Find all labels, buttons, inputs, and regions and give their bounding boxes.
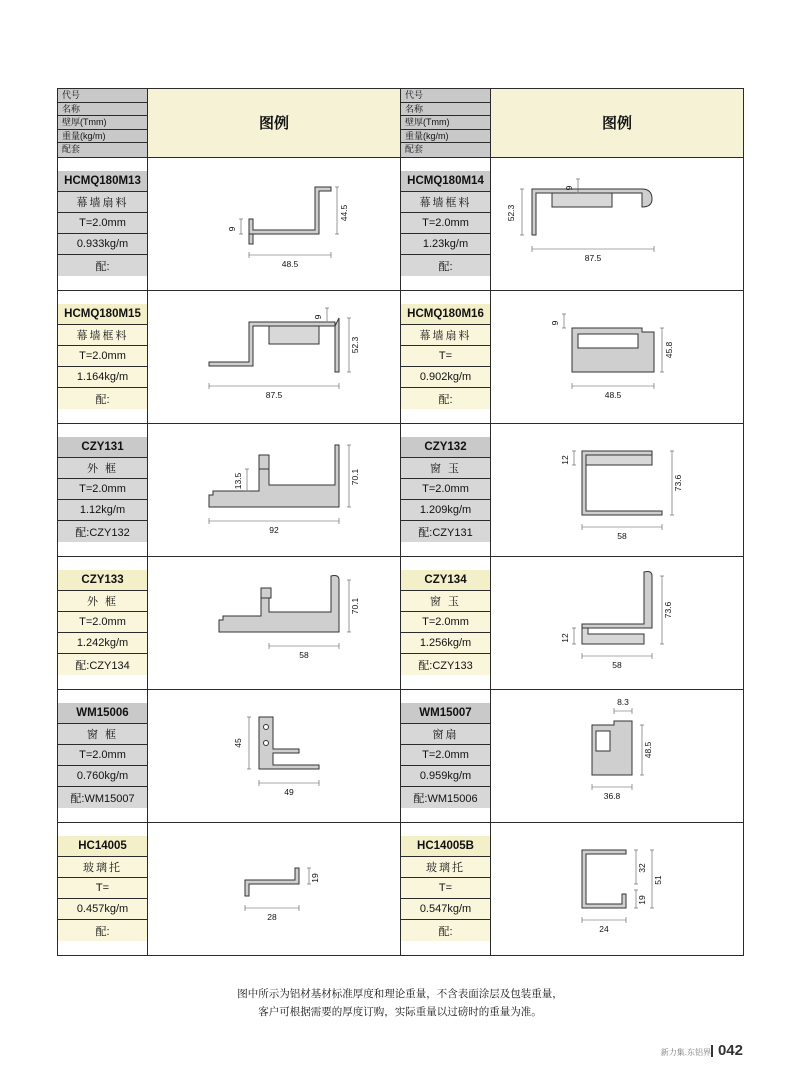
dim-label: 49 bbox=[284, 786, 294, 797]
spec-cell bbox=[58, 290, 148, 423]
profile-weight: 0.933kg/m bbox=[58, 234, 147, 255]
profile-name: 窗 框 bbox=[58, 724, 147, 745]
profile-figure bbox=[148, 822, 401, 955]
dim-label: 70.1 bbox=[350, 468, 360, 485]
profile-code: HC14005B bbox=[401, 836, 490, 857]
profile-name: 幕墙框料 bbox=[58, 325, 147, 346]
profile-weight: 1.23kg/m bbox=[401, 234, 490, 255]
header-label-right bbox=[401, 89, 491, 158]
dim-label: 92 bbox=[269, 524, 279, 535]
dim-label: 52.3 bbox=[350, 336, 360, 353]
table-row bbox=[58, 423, 744, 556]
table-row bbox=[58, 689, 744, 822]
header-thickness: 壁厚(Tmm) bbox=[58, 116, 147, 130]
header-name: 名称 bbox=[401, 103, 490, 117]
spec-cell bbox=[401, 556, 491, 689]
profile-name: 玻璃托 bbox=[401, 857, 490, 878]
dim-label: 52.3 bbox=[506, 204, 516, 221]
spec-cell bbox=[401, 290, 491, 423]
dim-label: 70.1 bbox=[350, 597, 360, 614]
profile-name: 窗扇 bbox=[401, 724, 490, 745]
header-match: 配套 bbox=[401, 143, 490, 157]
profile-figure bbox=[148, 157, 401, 290]
header-code: 代号 bbox=[58, 89, 147, 103]
profile-figure bbox=[148, 556, 401, 689]
spec-cell bbox=[58, 822, 148, 955]
profile-thickness: T=2.0mm bbox=[58, 479, 147, 500]
profile-thickness: T=2.0mm bbox=[401, 745, 490, 766]
profile-match: 配:CZY133 bbox=[401, 654, 490, 675]
profile-name: 玻璃托 bbox=[58, 857, 147, 878]
dim-label: 58 bbox=[612, 659, 622, 670]
dim-label: 9 bbox=[550, 320, 560, 325]
dim-label: 44.5 bbox=[339, 204, 349, 221]
profile-name: 幕墙扇料 bbox=[58, 192, 147, 213]
dim-label: 12 bbox=[560, 454, 570, 465]
dim-label: 48.5 bbox=[643, 741, 653, 758]
profile-match: 配: bbox=[58, 920, 147, 941]
spec-cell bbox=[401, 157, 491, 290]
profile-match: 配:CZY134 bbox=[58, 654, 147, 675]
footer-bar bbox=[711, 1045, 713, 1057]
profile-thickness: T=2.0mm bbox=[401, 213, 490, 234]
dim-label: 58 bbox=[299, 649, 309, 660]
dim-label: 19 bbox=[310, 872, 320, 883]
dim-label: 87.5 bbox=[265, 389, 283, 400]
dim-label: 87.5 bbox=[584, 252, 602, 263]
spec-cell bbox=[58, 157, 148, 290]
profile-thickness: T=2.0mm bbox=[58, 213, 147, 234]
spec-cell bbox=[401, 423, 491, 556]
profile-weight: 1.242kg/m bbox=[58, 633, 147, 654]
profile-code: HCMQ180M13 bbox=[58, 171, 147, 192]
profile-name: 窗 玉 bbox=[401, 591, 490, 612]
spec-cell bbox=[58, 423, 148, 556]
footnote-line-1: 图中所示为铝材基材标准厚度和理论重量，不含表面涂层及包装重量， bbox=[237, 988, 563, 1000]
dim-label: 58 bbox=[617, 530, 627, 541]
table-row bbox=[58, 290, 744, 423]
profile-weight: 1.164kg/m bbox=[58, 367, 147, 388]
profile-figure bbox=[148, 689, 401, 822]
profile-figure bbox=[491, 689, 744, 822]
dim-label: 9 bbox=[227, 226, 237, 231]
profile-thickness: T=2.0mm bbox=[401, 612, 490, 633]
dim-label: 9 bbox=[564, 185, 574, 190]
profile-thickness: T= bbox=[401, 878, 490, 899]
profile-weight: 1.209kg/m bbox=[401, 500, 490, 521]
dim-label: 32 bbox=[637, 862, 647, 873]
profile-thickness: T= bbox=[58, 878, 147, 899]
dim-label: 45.8 bbox=[664, 341, 674, 358]
profile-code: CZY134 bbox=[401, 570, 490, 591]
header-figure-left: 图例 bbox=[148, 89, 401, 158]
header-label-left bbox=[58, 89, 148, 158]
dim-label: 12 bbox=[560, 632, 570, 643]
profile-figure bbox=[148, 423, 401, 556]
profile-code: HCMQ180M14 bbox=[401, 171, 490, 192]
profile-thickness: T= bbox=[401, 346, 490, 367]
profile-figure bbox=[491, 157, 744, 290]
table-row bbox=[58, 556, 744, 689]
profile-code: CZY133 bbox=[58, 570, 147, 591]
table-header-row bbox=[58, 89, 744, 158]
spec-cell bbox=[401, 822, 491, 955]
profile-match: 配:CZY132 bbox=[58, 521, 147, 542]
profile-match: 配: bbox=[401, 920, 490, 941]
profile-weight: 0.902kg/m bbox=[401, 367, 490, 388]
profile-figure bbox=[491, 556, 744, 689]
profile-weight: 1.12kg/m bbox=[58, 500, 147, 521]
dim-label: 13.5 bbox=[233, 472, 243, 489]
page-footer bbox=[661, 1042, 743, 1059]
profile-weight: 0.547kg/m bbox=[401, 899, 490, 920]
dim-label: 73.6 bbox=[673, 474, 683, 491]
profile-match: 配: bbox=[58, 388, 147, 409]
dim-label: 73.6 bbox=[663, 601, 673, 618]
profile-figure bbox=[148, 290, 401, 423]
profile-thickness: T=2.0mm bbox=[401, 479, 490, 500]
footnote bbox=[0, 985, 800, 1021]
header-weight: 重量(kg/m) bbox=[401, 130, 490, 144]
profile-code: HCMQ180M15 bbox=[58, 304, 147, 325]
profile-weight: 1.256kg/m bbox=[401, 633, 490, 654]
profile-code: HC14005 bbox=[58, 836, 147, 857]
header-match: 配套 bbox=[58, 143, 147, 157]
profile-code: CZY132 bbox=[401, 437, 490, 458]
dim-label: 19 bbox=[637, 894, 647, 905]
catalog-page bbox=[57, 88, 743, 956]
profile-weight: 0.457kg/m bbox=[58, 899, 147, 920]
profile-code: WM15006 bbox=[58, 703, 147, 724]
dim-label: 51 bbox=[653, 874, 663, 885]
dim-label: 9 bbox=[313, 314, 323, 319]
dim-label: 36.8 bbox=[603, 790, 621, 801]
profile-table bbox=[57, 88, 744, 956]
profile-match: 配:CZY131 bbox=[401, 521, 490, 542]
brand-text: 新力集.东铝界 bbox=[660, 1048, 711, 1057]
dim-label: 48.5 bbox=[281, 258, 299, 269]
header-figure-right: 图例 bbox=[491, 89, 744, 158]
dim-label: 28 bbox=[267, 911, 277, 922]
profile-figure bbox=[491, 822, 744, 955]
spec-cell bbox=[58, 556, 148, 689]
profile-name: 幕墙框料 bbox=[401, 192, 490, 213]
header-weight: 重量(kg/m) bbox=[58, 130, 147, 144]
profile-name: 外 框 bbox=[58, 591, 147, 612]
profile-match: 配:WM15007 bbox=[58, 787, 147, 808]
profile-match: 配: bbox=[401, 388, 490, 409]
profile-name: 幕墙扇料 bbox=[401, 325, 490, 346]
profile-figure bbox=[491, 290, 744, 423]
table-row bbox=[58, 822, 744, 955]
profile-thickness: T=2.0mm bbox=[58, 745, 147, 766]
profile-name: 窗 玉 bbox=[401, 458, 490, 479]
dim-label: 45 bbox=[233, 737, 243, 748]
profile-weight: 0.959kg/m bbox=[401, 766, 490, 787]
profile-code: HCMQ180M16 bbox=[401, 304, 490, 325]
profile-thickness: T=2.0mm bbox=[58, 612, 147, 633]
spec-cell bbox=[401, 689, 491, 822]
dim-label: 48.5 bbox=[604, 389, 622, 400]
profile-thickness: T=2.0mm bbox=[58, 346, 147, 367]
footnote-line-2: 客户可根据需要的厚度订购，实际重量以过磅时的重量为准。 bbox=[258, 1006, 542, 1018]
profile-code: WM15007 bbox=[401, 703, 490, 724]
profile-weight: 0.760kg/m bbox=[58, 766, 147, 787]
spec-cell bbox=[58, 689, 148, 822]
profile-match: 配: bbox=[401, 255, 490, 276]
dim-label: 24 bbox=[599, 923, 609, 934]
profile-code: CZY131 bbox=[58, 437, 147, 458]
table-row bbox=[58, 157, 744, 290]
profile-figure bbox=[491, 423, 744, 556]
profile-match: 配: bbox=[58, 255, 147, 276]
page-number: 042 bbox=[717, 1042, 743, 1059]
header-name: 名称 bbox=[58, 103, 147, 117]
header-code: 代号 bbox=[401, 89, 490, 103]
profile-match: 配:WM15006 bbox=[401, 787, 490, 808]
header-thickness: 壁厚(Tmm) bbox=[401, 116, 490, 130]
profile-name: 外 框 bbox=[58, 458, 147, 479]
dim-label: 8.3 bbox=[617, 696, 629, 707]
